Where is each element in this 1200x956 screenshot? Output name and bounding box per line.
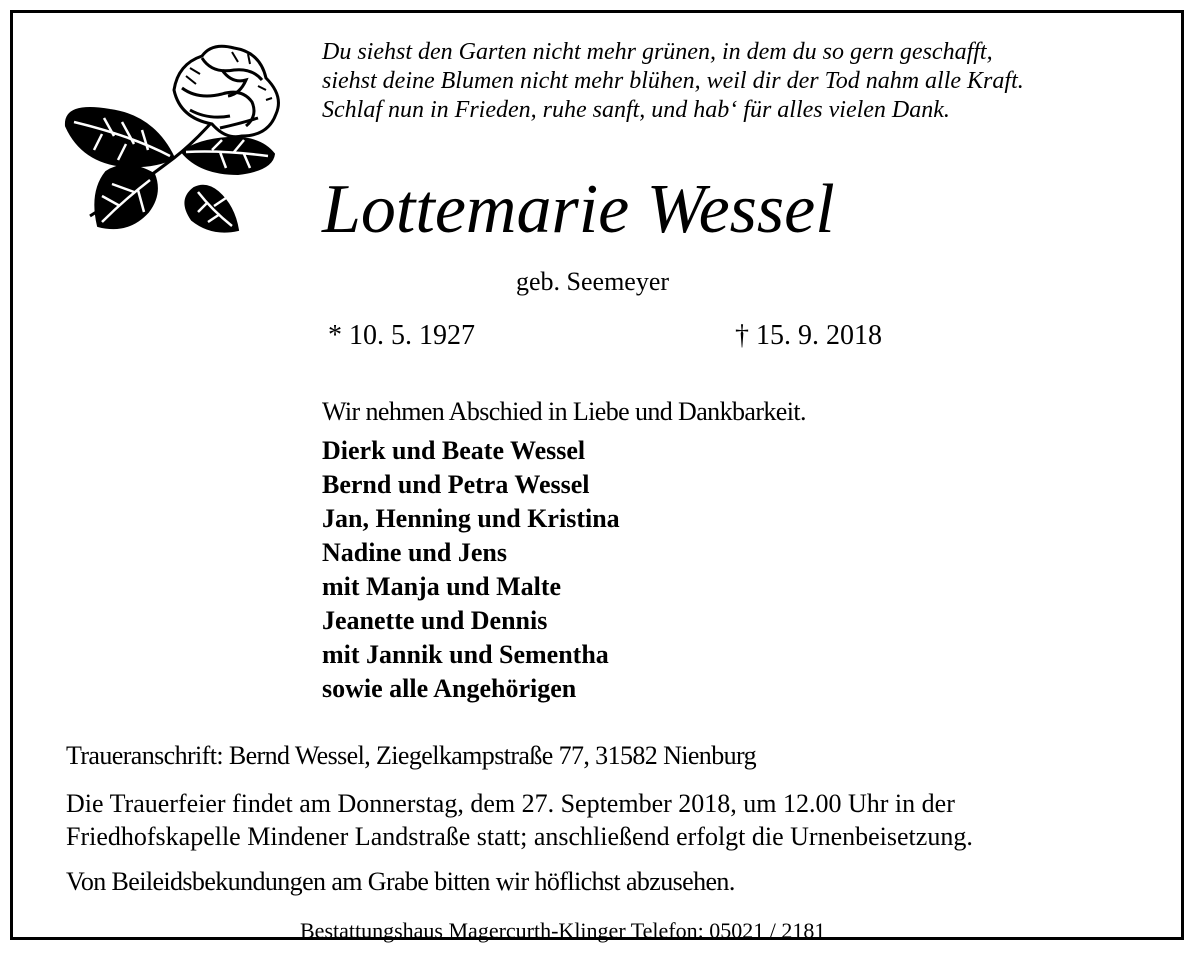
list-item: Dierk und Beate Wessel [322, 436, 586, 465]
list-item: mit Jannik und Sementha [322, 640, 609, 669]
birth-date: * 10. 5. 1927 [328, 320, 475, 351]
deceased-name: Lottemarie Wessel [322, 171, 835, 248]
ceremony-info [66, 787, 973, 853]
condolence-request: Von Beileidsbekundungen am Grabe bitten wir höflichst abzusehen. [66, 867, 735, 896]
list-item: Jan, Henning und Kristina [322, 504, 620, 533]
poem-line: Du siehst den Garten nicht mehr grünen, in dem du so gern geschafft, [322, 39, 993, 65]
funeral-home-footer: Bestattungshaus Magercurth-Klinger Telefon: 05021 / 2181 [300, 918, 826, 943]
list-item: Jeanette und Dennis [322, 606, 548, 635]
rose-icon [62, 40, 282, 240]
list-item: sowie alle Angehörigen [322, 674, 577, 703]
birth-name: geb. Seemeyer [516, 267, 670, 296]
list-item: Nadine und Jens [322, 538, 507, 567]
poem-line: Schlaf nun in Frieden, ruhe sanft, und hab‘ für alles vielen Dank. [322, 97, 950, 123]
mourners-list [322, 434, 620, 706]
list-item: Bernd und Petra Wessel [322, 470, 590, 499]
list-item: mit Manja und Malte [322, 572, 562, 601]
ceremony-line: Friedhofskapelle Mindener Landstraße statt; anschließend erfolgt die Urnenbeisetzung. [66, 822, 973, 851]
ceremony-line: Die Trauerfeier findet am Donnerstag, dem 27. September 2018, um 12.00 Uhr in der [66, 789, 955, 818]
death-date: † 15. 9. 2018 [735, 320, 882, 351]
farewell-line: Wir nehmen Abschied in Liebe und Dankbarkeit. [322, 397, 806, 426]
memorial-poem [322, 38, 1024, 125]
mourning-address: Traueranschrift: Bernd Wessel, Ziegelkampstraße 77, 31582 Nienburg [66, 741, 757, 770]
poem-line: siehst deine Blumen nicht mehr blühen, weil dir der Tod nahm alle Kraft. [322, 68, 1024, 94]
